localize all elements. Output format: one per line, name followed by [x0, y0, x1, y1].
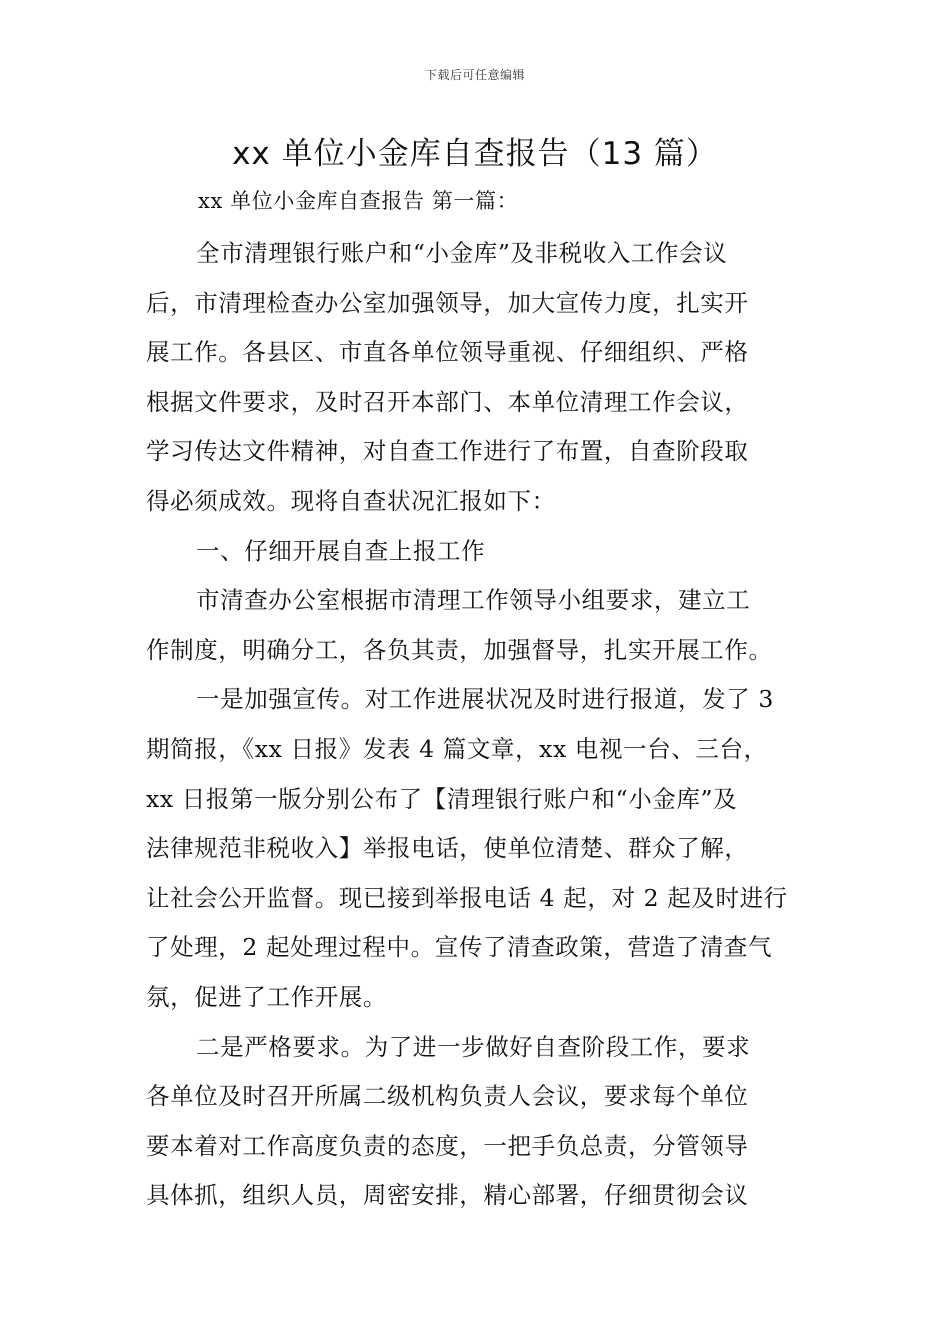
paragraph-line: 要本着对工作高度负责的态度，一把手负总责，分管领导 [146, 1131, 749, 1160]
page-header: 下载后可任意编辑 [424, 68, 525, 82]
paragraph-line: 市清查办公室根据市清理工作领导小组要求，建立工 [196, 586, 751, 615]
paragraph-line: 作制度，明确分工，各负其责，加强督导，扎实开展工作。 [146, 635, 773, 664]
document-body [146, 181, 810, 1221]
document-title: xx 单位小金库自查报告（13 篇） [232, 136, 718, 172]
paragraph-line: 展工作。各县区、市直各单位领导重视、仔细组织、严格 [146, 338, 749, 367]
paragraph-line: 一是加强宣传。对工作进展状况及时进行报道，发了 3 [196, 685, 774, 714]
paragraph-line: 具体抓，组织人员，周密安排，精心部署，仔细贯彻会议 [146, 1181, 749, 1210]
paragraph-line: 学习传达文件精神，对自查工作进行了布置，自查阶段取 [146, 437, 749, 466]
paragraph-line: 得必须成效。现将自查状况汇报如下： [146, 486, 556, 515]
paragraph-line: 后，市清理检查办公室加强领导，加大宣传力度，扎实开 [146, 288, 749, 317]
paragraph-line: 让社会公开监督。现已接到举报电话 4 起，对 2 起及时进行 [146, 883, 788, 912]
paragraph-line: 各单位及时召开所属二级机构负责人会议，要求每个单位 [146, 1082, 749, 1111]
paragraph-line: 全市清理银行账户和“小金库”及非税收入工作会议 [196, 239, 728, 267]
paragraph-line: 氛，促进了工作开展。 [146, 982, 387, 1011]
paragraph-line: 二是严格要求。为了进一步做好自查阶段工作，要求 [196, 1032, 751, 1061]
paragraph-line: 了处理，2 起处理过程中。宣传了清查政策，营造了清查气 [146, 933, 773, 962]
paragraph-line: 期简报，《xx 日报》发表 4 篇文章，xx 电视一台、三台， [146, 734, 768, 763]
paragraph-line: xx 日报第一版分别公布了【清理银行账户和“小金库”及 [146, 784, 738, 813]
section-heading: 一、仔细开展自查上报工作 [196, 536, 486, 565]
section-subtitle: xx 单位小金库自查报告 第一篇： [198, 189, 519, 213]
paragraph-line: 根据文件要求，及时召开本部门、本单位清理工作会议， [146, 387, 749, 416]
paragraph-line: 法律规范非税收入】举报电话，使单位清楚、群众了解， [146, 834, 749, 863]
